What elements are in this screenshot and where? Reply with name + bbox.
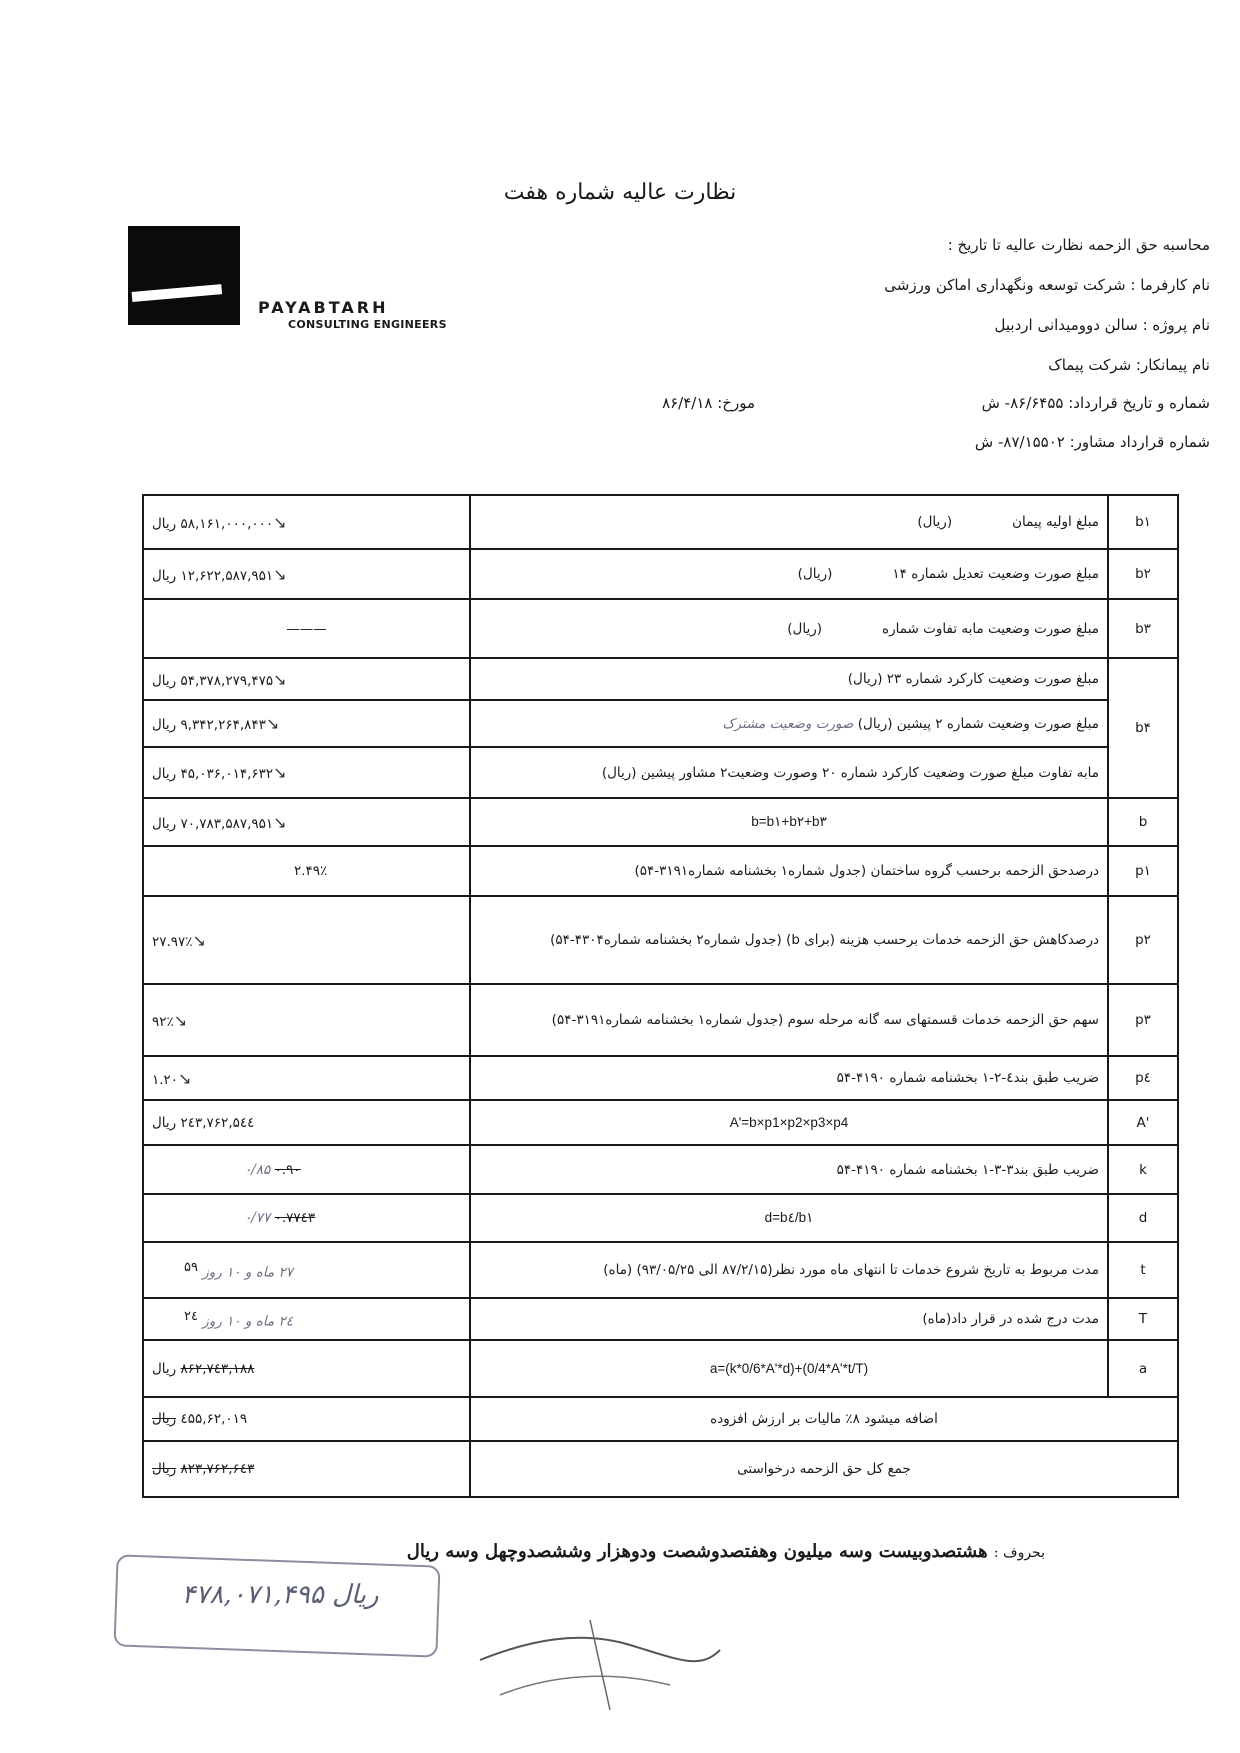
symbol-cell: p۳: [1108, 984, 1178, 1056]
symbol-cell: b۱: [1108, 495, 1178, 549]
fee-calculation-table: [142, 494, 1179, 1498]
value-cell: ۰.۹۰ ۰/۸۵: [143, 1145, 470, 1194]
value-cell: ↘۵۸,۱۶۱,۰۰۰,۰۰۰ ریال: [143, 495, 470, 549]
table-row: [143, 599, 1178, 658]
table-row: [143, 658, 1178, 700]
table-row: [143, 747, 1178, 798]
table-row: [143, 1194, 1178, 1242]
symbol-cell: T: [1108, 1298, 1178, 1340]
value-cell: ———: [143, 599, 470, 658]
logo-subtitle: CONSULTING ENGINEERS: [288, 318, 447, 331]
description-cell: درصدکاهش حق الزحمه خدمات برحسب هزینه (برای b) (جدول شماره۲ بخشنامه شماره۴۳۰۴-۵۴): [470, 896, 1108, 984]
handwritten-correction: ۲٤ ماه و ۱۰ روز: [202, 1313, 293, 1330]
table-row: [143, 1441, 1178, 1497]
logo-company-name: PAYABTARH: [258, 298, 389, 317]
symbol-cell: b۲: [1108, 549, 1178, 599]
value-cell: ۲٤ ماه و ۱۰ روز $^{۲٤}$: [143, 1298, 470, 1340]
symbol-cell: b۳: [1108, 599, 1178, 658]
table-row: [143, 798, 1178, 846]
value-cell: ↘۵۴,۳۷۸,۲۷۹,۴۷۵ ریال: [143, 658, 470, 700]
table-row: [143, 1100, 1178, 1145]
symbol-cell: p۱: [1108, 846, 1178, 896]
description-cell: مدت درج شده در قرار داد(ماه): [470, 1298, 1108, 1340]
value-cell: ↘۹,۳۴۲,۲۶۴,۸۴۳ ریال: [143, 700, 470, 747]
handwritten-correction: ۰/۸۵: [244, 1161, 271, 1178]
in-letters-text: هشتصدوبیست وسه میلیون وهفتصدوشصت ودوهزار وششصدوچهل وسه ریال: [406, 1541, 988, 1562]
table-row: [143, 1340, 1178, 1397]
symbol-cell: b: [1108, 798, 1178, 846]
description-cell: اضافه میشود ۸٪ مالیات بر ارزش افزوده: [470, 1397, 1178, 1441]
consultant-contract-line: شماره قرارداد مشاور: ۸۷/۱۵۵۰۲- ش: [974, 433, 1210, 451]
value-cell: ۲۷ ماه و ۱۰ روز $^{۵۹}$: [143, 1242, 470, 1298]
table-row: [143, 1242, 1178, 1298]
value-cell: ↘۲۷.۹۷٪: [143, 896, 470, 984]
description-cell: ضریب طبق بند۳-۳-۱ بخشنامه شماره ۴۱۹۰-۵۴: [470, 1145, 1108, 1194]
description-cell: سهم حق الزحمه خدمات قسمتهای سه گانه مرحله سوم (جدول شماره۱ بخشنامه شماره۳۱۹۱-۵۴): [470, 984, 1108, 1056]
value-cell: ۵٤٤,۲٤۳,۷۶۲ ریال: [143, 1100, 470, 1145]
symbol-cell: a: [1108, 1340, 1178, 1397]
symbol-cell: p٤: [1108, 1056, 1178, 1100]
description-cell: درصدحق الزحمه برحسب گروه ساختمان (جدول شماره۱ بخشنامه شماره۳۱۹۱-۵۴): [470, 846, 1108, 896]
table-row: [143, 1145, 1178, 1194]
formula-cell: A'=b×p1×p2×p3×p4: [470, 1100, 1108, 1145]
value-cell: ۸۶۲,۷٤۳,۱۸۸ ریال: [143, 1340, 470, 1397]
value-cell: ↘۱.۲۰: [143, 1056, 470, 1100]
in-letters-label: بحروف :: [993, 1545, 1045, 1561]
description-cell: مدت مربوط به تاریخ شروع خدمات تا انتهای ماه مورد نظر(۸۷/۲/۱۵ الی ۹۳/۰۵/۲۵) (ماه): [470, 1242, 1108, 1298]
symbol-cell: k: [1108, 1145, 1178, 1194]
contract-date: مورخ: ۸۶/۴/۱۸: [662, 394, 755, 412]
value-cell: ۲.۴۹٪: [143, 846, 470, 896]
description-cell: مبلغ صورت وضعیت شماره ۲ پیشین (ریال) صورت وضعیت مشترک: [470, 700, 1108, 747]
table-row: [143, 896, 1178, 984]
description-cell: مابه تفاوت مبلغ صورت وضعیت کارکرد شماره ۲۰ وصورت وضعیت۲ مشاور پیشین (ریال): [470, 747, 1108, 798]
table-row: [143, 700, 1178, 747]
value-cell: ↘۹۲٪: [143, 984, 470, 1056]
description-cell: مبلغ اولیه پیمان(ریال): [470, 495, 1108, 549]
table-row: [143, 549, 1178, 599]
table-row: [143, 495, 1178, 549]
amount-in-letters: [255, 1541, 1045, 1562]
description-cell: جمع کل حق الزحمه درخواستی: [470, 1441, 1178, 1497]
description-cell: ضریب طبق بند٤-۲-۱ بخشنامه شماره ۴۱۹۰-۵۴: [470, 1056, 1108, 1100]
table-row: [143, 1056, 1178, 1100]
handwritten-note: صورت وضعیت مشترک: [722, 715, 854, 732]
formula-cell: b=b۱+b۲+b۳: [470, 798, 1108, 846]
project-line: نام پروژه : سالن دوومیدانی اردبیل: [994, 316, 1210, 334]
handwritten-correction: ۲۷ ماه و ۱۰ روز: [202, 1264, 293, 1281]
document-title: نظارت عالیه شماره هفت: [503, 180, 737, 205]
contractor-line: نام پیمانکار: شرکت پیماک: [1048, 356, 1210, 374]
value-cell: ۰.۷۷٤۳ ۰/۷۷: [143, 1194, 470, 1242]
formula-cell: a=(k*0/6*A'*d)+(0/4*A'*t/T): [470, 1340, 1108, 1397]
description-cell: مبلغ صورت وضعیت تعدیل شماره ۱۴(ریال): [470, 549, 1108, 599]
value-cell: ↘۷۰,۷۸۳,۵۸۷,۹۵۱ ریال: [143, 798, 470, 846]
symbol-cell: b۴: [1108, 658, 1178, 798]
description-cell: مبلغ صورت وضعیت مابه تفاوت شماره(ریال): [470, 599, 1108, 658]
formula-cell: d=b٤/b۱: [470, 1194, 1108, 1242]
table-row: [143, 984, 1178, 1056]
company-logo: [128, 226, 240, 325]
symbol-cell: p۲: [1108, 896, 1178, 984]
signature-mark: [470, 1600, 730, 1720]
value-cell: ۸۲۳,۷۶۲,۶٤۳ ریال: [143, 1441, 470, 1497]
symbol-cell: d: [1108, 1194, 1178, 1242]
handwritten-total: ۴۷۸,۰۷۱,۴۹۵ ریال: [181, 1580, 379, 1610]
employer-line: نام کارفرما : شرکت توسعه ونگهداری اماکن ورزشی: [884, 276, 1210, 294]
symbol-cell: A': [1108, 1100, 1178, 1145]
value-cell: ↘۱۲,۶۲۲,۵۸۷,۹۵۱ ریال: [143, 549, 470, 599]
symbol-cell: t: [1108, 1242, 1178, 1298]
calc-line: محاسبه حق الزحمه نظارت عالیه تا تاریخ :: [947, 236, 1210, 254]
description-cell: مبلغ صورت وضعیت کارکرد شماره ۲۳ (ریال): [470, 658, 1108, 700]
value-cell: ۶۲,۰۱۹,٤۵۵ ریال: [143, 1397, 470, 1441]
table-row: [143, 846, 1178, 896]
table-row: [143, 1397, 1178, 1441]
contract-number-line: شماره و تاریخ قرارداد: ۸۶/۶۴۵۵- ش: [981, 394, 1210, 412]
value-cell: ↘۴۵,۰۳۶,۰۱۴,۶۳۲ ریال: [143, 747, 470, 798]
table-row: [143, 1298, 1178, 1340]
handwritten-correction: ۰/۷۷: [244, 1210, 271, 1226]
